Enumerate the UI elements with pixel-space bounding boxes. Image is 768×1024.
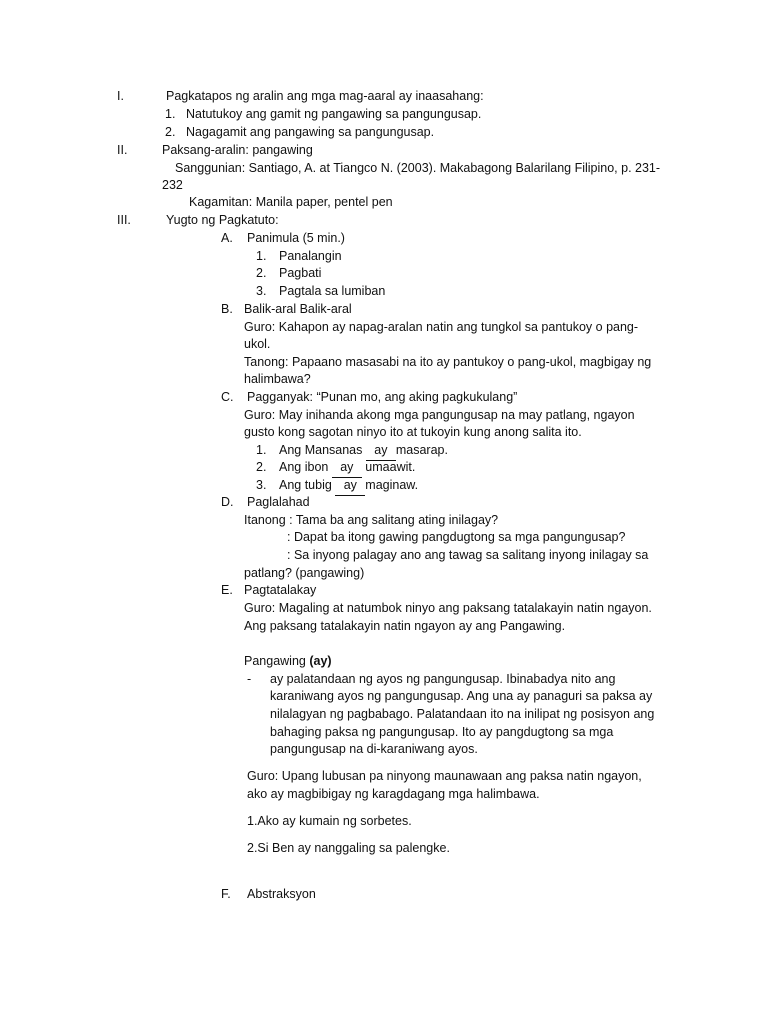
body-line: Guro: Upang lubusan pa ninyong maunawaan ang paksa natin ngayon, xyxy=(247,769,642,783)
sentence-start: Ang ibon xyxy=(279,460,332,474)
list-number: 1. xyxy=(256,443,267,457)
sanggunian-line: 232 xyxy=(162,178,183,192)
sentence-end: maginaw. xyxy=(365,478,419,492)
subsection-title-f: Abstraksyon xyxy=(247,887,316,901)
pangawing-heading xyxy=(244,653,332,671)
definition-line: karaniwang ayos ng pangungusap. Ang una ay panaguri sa paksa ay xyxy=(270,689,653,703)
subsection-title-e: Pagtatalakay xyxy=(244,583,317,597)
subsection-title-b: Balik-aral Balik-aral xyxy=(244,302,352,316)
section-numeral-3: III. xyxy=(117,213,131,227)
subsection-letter-d: D. xyxy=(221,495,234,509)
objective-text: Natutukoy ang gamit ng pangawing sa pangungusap. xyxy=(186,107,482,121)
list-item: Pagbati xyxy=(279,266,322,280)
objective-number: 2. xyxy=(165,125,176,139)
subsection-title-a: Panimula (5 min.) xyxy=(247,231,345,245)
sentence-end: masarap. xyxy=(395,443,448,457)
subsection-letter-e: E. xyxy=(221,583,233,597)
sentence-end: umaawit. xyxy=(361,460,416,474)
subsection-title-c: Pagganyak: “Punan mo, ang aking pagkukulang” xyxy=(247,390,518,404)
pangawing-label: Pangawing xyxy=(244,654,306,668)
section-title-2: Paksang-aralin: pangawing xyxy=(162,143,313,157)
answer-blank: ay xyxy=(332,459,362,478)
body-line: halimbawa? xyxy=(244,372,311,386)
body-line: Guro: Kahapon ay napag-aralan natin ang tungkol sa pantukoy o pang- xyxy=(244,320,639,334)
body-line: Itanong : Tama ba ang salitang ating inilagay? xyxy=(244,513,499,527)
section-numeral-1: I. xyxy=(117,89,124,103)
definition-line: ay palatandaan ng ayos ng pangungusap. Ibinabadya nito ang xyxy=(270,672,616,686)
objective-text: Nagagamit ang pangawing sa pangungusap. xyxy=(186,125,435,139)
definition-line: nilalagyan ng pagbabago. Palatandaan ito na inilipat ng posisyon ang xyxy=(270,707,655,721)
sanggunian-line: Sanggunian: Santiago, A. at Tiangco N. (2003). Makabagong Balarilang Filipino, p. 231- xyxy=(175,161,661,175)
pangawing-ay: (ay) xyxy=(309,654,332,668)
body-line: Guro: May inihanda akong mga pangungusap na may patlang, ngayon xyxy=(244,408,635,422)
fill-in-sentence xyxy=(279,459,415,478)
subsection-title-d: Paglalahad xyxy=(247,495,310,509)
list-item: Pagtala sa lumiban xyxy=(279,284,386,298)
list-number: 3. xyxy=(256,284,267,298)
body-line: : Sa inyong palagay ano ang tawag sa salitang inyong inilagay sa xyxy=(287,548,649,562)
sentence-start: Ang Mansanas xyxy=(279,443,366,457)
subsection-letter-a: A. xyxy=(221,231,233,245)
body-line: patlang? (pangawing) xyxy=(244,566,365,580)
bullet-dash: - xyxy=(247,672,252,686)
sentence-start: Ang tubig xyxy=(279,478,336,492)
kagamitan-line: Kagamitan: Manila paper, pentel pen xyxy=(189,195,393,209)
list-number: 2. xyxy=(256,266,267,280)
body-line: Tanong: Papaano masasabi na ito ay pantukoy o pang-ukol, magbigay ng xyxy=(244,355,652,369)
example-sentence: 2.Si Ben ay nanggaling sa palengke. xyxy=(247,841,450,855)
body-line: Guro: Magaling at natumbok ninyo ang paksang tatalakayin natin ngayon. xyxy=(244,601,652,615)
list-number: 2. xyxy=(256,460,267,474)
section-title-1: Pagkatapos ng aralin ang mga mag-aaral ay inaasahang: xyxy=(166,89,484,103)
list-number: 3. xyxy=(256,478,267,492)
body-line: ako ay magbibigay ng karagdagang mga halimbawa. xyxy=(247,787,540,801)
definition-line: pangungusap na di-karaniwang ayos. xyxy=(270,742,478,756)
body-line: Ang paksang tatalakayin natin ngayon ay ang Pangawing. xyxy=(244,619,566,633)
body-line: gusto kong sagotan ninyo ito at tukoyin kung anong salita ito. xyxy=(244,425,582,439)
body-line: : Dapat ba itong gawing pangdugtong sa mga pangungusap? xyxy=(287,530,626,544)
section-title-3: Yugto ng Pagkatuto: xyxy=(166,213,279,227)
list-number: 1. xyxy=(256,249,267,263)
subsection-letter-f: F. xyxy=(221,887,231,901)
answer-blank: ay xyxy=(335,477,365,496)
subsection-letter-c: C. xyxy=(221,390,234,404)
definition-line: bahaging paksa ng pangungusap. Ito ay pangdugtong sa mga xyxy=(270,725,614,739)
answer-blank: ay xyxy=(366,442,396,461)
fill-in-sentence xyxy=(279,477,418,496)
fill-in-sentence xyxy=(279,442,448,461)
section-numeral-2: II. xyxy=(117,143,128,157)
body-line: ukol. xyxy=(244,337,271,351)
subsection-letter-b: B. xyxy=(221,302,233,316)
objective-number: 1. xyxy=(165,107,176,121)
list-item: Panalangin xyxy=(279,249,342,263)
example-sentence: 1.Ako ay kumain ng sorbetes. xyxy=(247,814,412,828)
